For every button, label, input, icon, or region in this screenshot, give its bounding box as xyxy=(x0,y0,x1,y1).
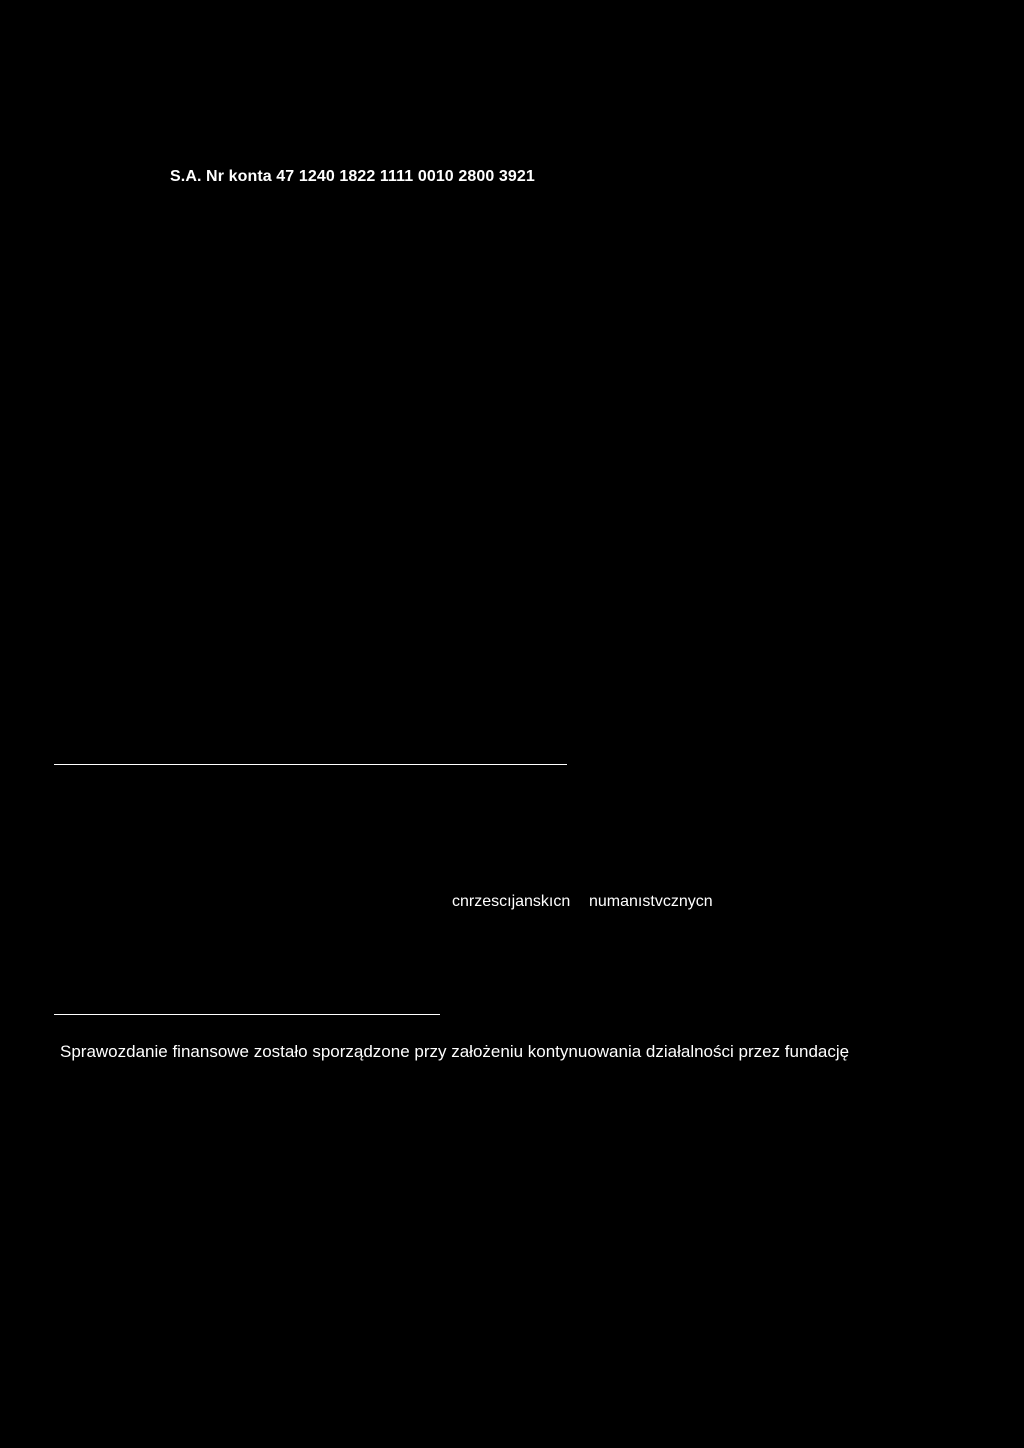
text-fragment-humanistic: numanıstvcznуcn xyxy=(589,893,713,910)
section-divider xyxy=(54,1014,440,1015)
text-fragment-christian: cnrzescıjanskıcn xyxy=(452,893,571,910)
bank-account-number: S.A. Nr konta 47 1240 1822 1111 0010 2800 3921 xyxy=(170,168,535,185)
section-divider xyxy=(54,764,567,765)
going-concern-statement: Sprawozdanie finansowe zostało sporządzone przy założeniu kontynuowania działalności przez fundację xyxy=(60,1042,850,1061)
